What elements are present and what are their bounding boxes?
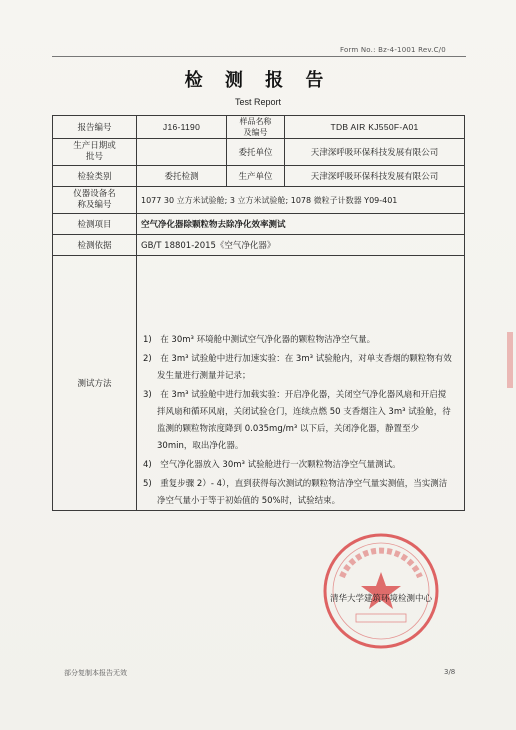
table-row <box>53 166 465 187</box>
sample-name-label: 样品名称 及编号 <box>227 116 285 139</box>
basis-label: 检测依据 <box>53 235 137 256</box>
official-seal <box>322 532 440 650</box>
report-no-label: 报告编号 <box>53 116 137 139</box>
report-no-value: J16-1190 <box>137 116 227 139</box>
inspection-type-label: 检验类别 <box>53 166 137 187</box>
equipment-label: 仪器设备名 称及编号 <box>53 187 137 214</box>
basis-value: GB/T 18801-2015《空气净化器》 <box>137 235 465 256</box>
report-info-table <box>52 115 465 511</box>
form-number: Form No.: Bz-4-1001 Rev.C/0 <box>340 46 446 54</box>
equipment-value: 1077 30 立方米试验舱; 3 立方米试验舱; 1078 微粒子计数器 Y09-401 <box>137 187 465 214</box>
client-value: 天津深呼吸环保科技发展有限公司 <box>285 139 465 166</box>
batch-label: 生产日期或 批号 <box>53 139 137 166</box>
inspection-type-value: 委托检测 <box>137 166 227 187</box>
table-row <box>53 116 465 139</box>
table-row <box>53 139 465 166</box>
table-row <box>53 256 465 511</box>
method-step: 5) 重复步骤 2）- 4），直到获得每次测试的颗粒物洁净空气量实测值，当实测洁净空气量小于等于初始值的 50%时，试验结束。 <box>143 479 448 506</box>
report-title: 检 测 报 告 <box>184 70 332 91</box>
method-label: 测试方法 <box>53 256 137 511</box>
item-label: 检测项目 <box>53 214 137 235</box>
table-row <box>53 214 465 235</box>
signature-org: 清华大学建筑环境检测中心 <box>330 594 433 604</box>
client-label: 委托单位 <box>227 139 285 166</box>
table-row <box>53 187 465 214</box>
item-value: 空气净化器除颗粒物去除净化效率测试 <box>137 214 465 235</box>
method-step: 3) 在 3m³ 试验舱中进行加载实验：开启净化器，关闭空气净化器风扇和开启搅拌风扇和循环风扇，关闭试验仓门，连续点燃 50 支香烟注入 3m³ 试验舱，待监测的颗粒物浓度降到 0.035mg/m³ 以下后，关闭净化器，静置至少 30min，取出净化器。 <box>143 390 451 451</box>
manufacturer-label: 生产单位 <box>227 166 285 187</box>
page-number: 3/8 <box>444 668 456 676</box>
sample-name-value: TDB AIR KJ550F-A01 <box>285 116 465 139</box>
footer-note: 部分复制本报告无效 <box>64 669 127 677</box>
edge-seal-fragment <box>505 330 514 390</box>
header-rule <box>52 56 466 57</box>
method-steps <box>137 256 465 511</box>
method-step: 1) 在 30m³ 环境舱中测试空气净化器的颗粒物洁净空气量。 <box>143 335 376 345</box>
manufacturer-value: 天津深呼吸环保科技发展有限公司 <box>285 166 465 187</box>
batch-value <box>137 139 227 166</box>
method-step: 2) 在 3m³ 试验舱中进行加速实验：在 3m³ 试验舱内，对单支香烟的颗粒物有效发生量进行测量并记录； <box>143 354 452 381</box>
report-subtitle: Test Report <box>234 97 282 107</box>
method-step: 4) 空气净化器放入 30m³ 试验舱进行一次颗粒物洁净空气量测试。 <box>143 460 401 470</box>
table-row <box>53 235 465 256</box>
